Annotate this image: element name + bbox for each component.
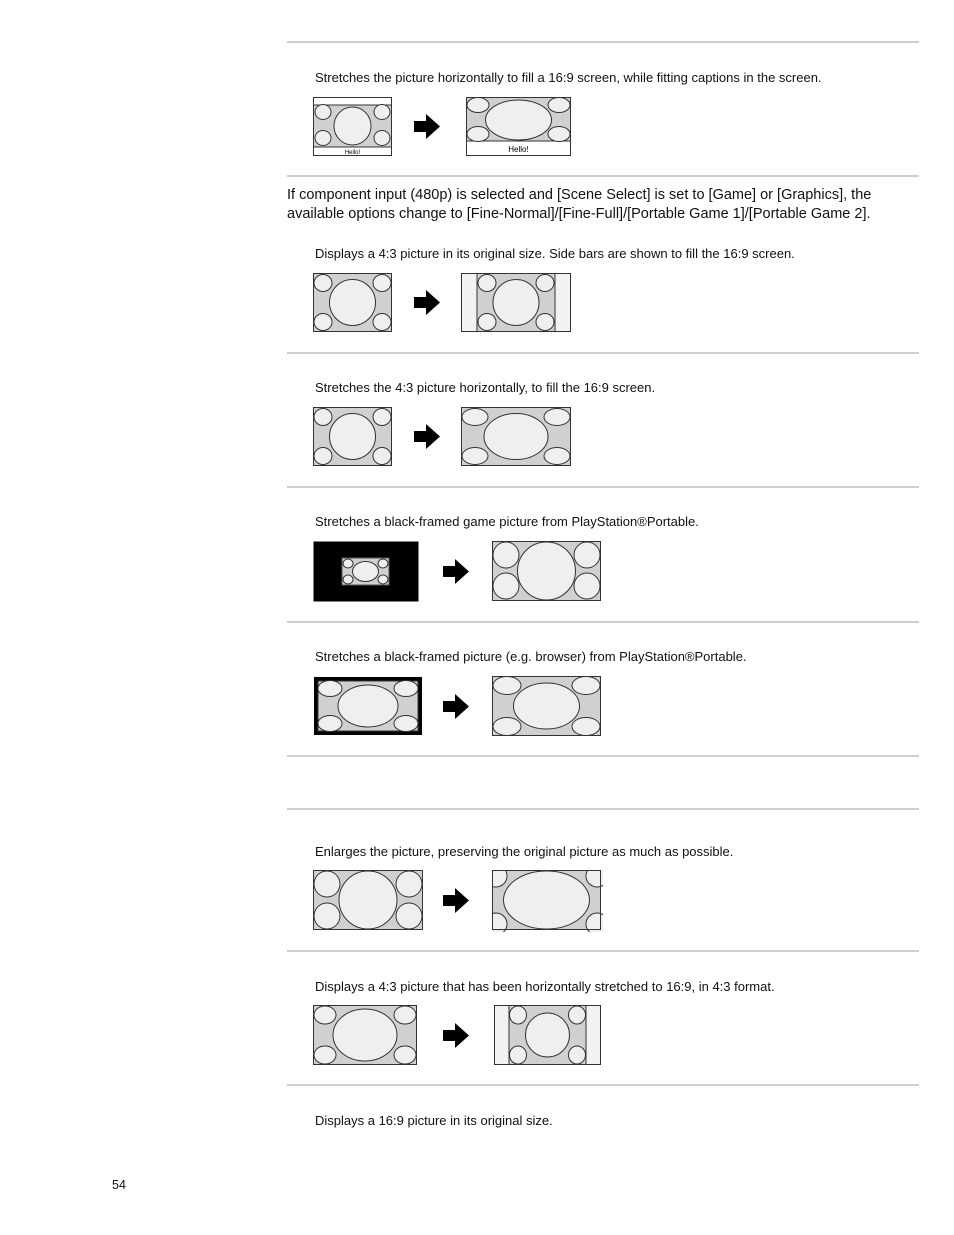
arrow-right-icon — [443, 559, 470, 584]
section-description: Displays a 4:3 picture that has been horizontally stretched to 16:9, in 4:3 format. — [315, 979, 775, 994]
section-divider — [287, 41, 919, 43]
section-description: Stretches a black-framed picture (e.g. browser) from PlayStation®Portable. — [315, 649, 747, 664]
section-divider — [287, 621, 919, 623]
arrow-right-icon — [443, 888, 470, 913]
before-illustration — [313, 870, 425, 932]
after-illustration — [461, 407, 572, 468]
section-divider — [287, 950, 919, 952]
before-illustration — [313, 1005, 419, 1067]
before-illustration — [313, 541, 420, 603]
section-divider — [287, 175, 919, 177]
section-description: Stretches the 4:3 picture horizontally, to fill the 16:9 screen. — [315, 380, 656, 395]
section-divider — [287, 352, 919, 354]
before-illustration — [313, 97, 394, 158]
arrow-right-icon — [414, 424, 441, 449]
section-divider — [287, 808, 919, 810]
after-illustration — [494, 1005, 603, 1067]
note-paragraph: If component input (480p) is selected and [Scene Select] is set to [Game] or [Graphics], the available options change to [Fine-Normal]/[Fine-Full]/[Portable Game 1]/[Portable Game 2]. — [287, 187, 872, 222]
section-divider — [287, 755, 919, 757]
before-illustration — [313, 407, 394, 468]
arrow-right-icon — [443, 1023, 470, 1048]
section-description: Displays a 16:9 picture in its original size. — [315, 1113, 553, 1128]
after-illustration — [492, 870, 603, 932]
caption-text: Hello! — [508, 145, 529, 154]
section-description: Stretches the picture horizontally to fill a 16:9 screen, while fitting captions in the screen. — [315, 70, 822, 85]
section-description: Stretches a black-framed game picture from PlayStation®Portable. — [315, 514, 699, 529]
before-illustration — [313, 273, 394, 334]
after-illustration — [461, 273, 572, 334]
section-divider — [287, 486, 919, 488]
section-description: Enlarges the picture, preserving the original picture as much as possible. — [315, 844, 734, 859]
section-description: Displays a 4:3 picture in its original size. Side bars are shown to fill the 16:9 screen. — [315, 246, 795, 261]
page-number: 54 — [112, 1178, 126, 1192]
after-illustration — [466, 97, 572, 158]
before-illustration — [313, 676, 425, 738]
caption-text: Hello! — [344, 150, 361, 156]
arrow-right-icon — [443, 694, 470, 719]
arrow-right-icon — [414, 290, 441, 315]
after-illustration — [492, 676, 603, 738]
after-illustration — [492, 541, 603, 603]
section-divider — [287, 1084, 919, 1086]
arrow-right-icon — [414, 114, 441, 139]
